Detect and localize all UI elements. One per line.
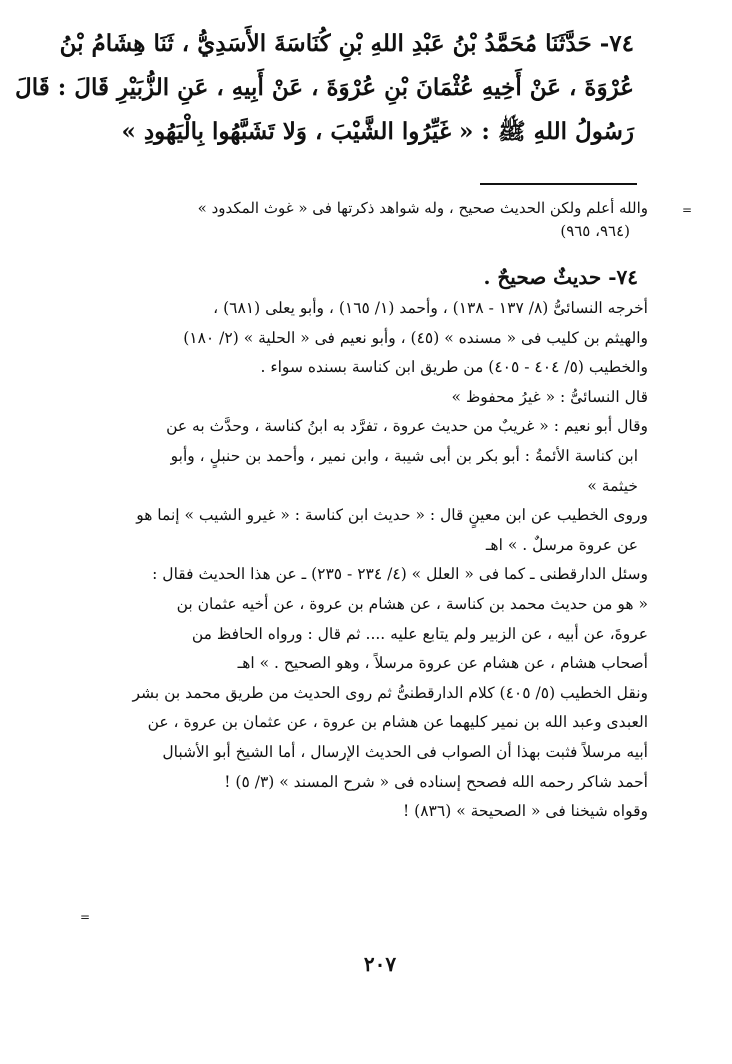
- margin-mark: =: [682, 203, 693, 217]
- continued-notes: [100, 197, 648, 243]
- body-line: أخرجه النسائىُّ (٨/ ١٣٧ - ١٣٨) ، وأحمد (١/ ١٦٥) ، وأبو يعلى (٦٨١) ،: [213, 299, 648, 317]
- body-line: خيثمة »: [587, 476, 638, 495]
- hadith-line: عُرْوَةَ ، عَنْ أَخِيهِ عُثْمَانَ بْنِ عُرْوَةَ ، عَنْ أَبِيهِ ، عَنِ الزُّبَيْرِ قَالَ : قَالَ: [15, 74, 634, 101]
- section-heading: ٧٤- حديثٌ صحيحٌ .: [483, 265, 638, 289]
- body-line: أصحاب هشام ، عن هشام عن عروة مرسلاً ، وهو الصحيح . » اهـ: [237, 654, 648, 673]
- body-line: العبدى وعبد الله بن نمير كليهما عن هشام بن عروة ، عن عثمان بن عروة ، عن: [147, 713, 648, 732]
- margin-mark: =: [80, 910, 91, 924]
- body-line: « هو من حديث محمد بن كناسة ، عن هشام بن عروة ، عن أخيه عثمان بن: [176, 594, 648, 613]
- body-line: والهيثم بن كليب فى « مسنده » (٤٥) ، وأبو نعيم فى « الحلية » (٢/ ١٨٠): [183, 328, 648, 347]
- body-line: والخطيب (٥/ ٤٠٤ - ٤٠٥) من طريق ابن كناسة بسنده سواء .: [260, 358, 648, 377]
- note-line: والله أعلم ولكن الحديث صحيح ، وله شواهد ذكرتها فى « غوث المكدود »: [197, 199, 648, 217]
- body-line: ابن كناسة الأئمةُ : أبو بكر بن أبى شيبة ، وابن نمير ، وأحمد بن حنبلٍ ، وأبو: [170, 446, 638, 465]
- page-number: ٢٠٧: [363, 952, 397, 976]
- footnote-divider: [480, 183, 637, 185]
- body-line: وقال أبو نعيم : « غريبٌ من حديث عروة ، تفرَّد به ابنُ كناسة ، وحدَّث به عن: [166, 417, 648, 436]
- body-line: أبيه مرسلاً فثبت بهذا أن الصواب فى الحديث الإرسال ، أما الشيخ أبو الأشبال: [162, 742, 648, 761]
- body-line: وروى الخطيب عن ابن معينٍ قال : « حديث ابن كناسة : « غيرو الشيب » إنما هو: [136, 506, 648, 525]
- body-line: قال النسائىُّ : « غيرُ محفوظ »: [451, 387, 648, 406]
- note-line: (٩٦٤، ٩٦٥): [560, 222, 630, 240]
- body-line: ونقل الخطيب (٥/ ٤٠٥) كلام الدارقطنىُّ ثم روى الحديث من طريق محمد بن بشر: [132, 683, 648, 702]
- body-line: عروةَ، عن أبيه ، عن الزبير ولم يتابع عليه .... ثم قال : ورواه الحافظ من: [191, 624, 648, 643]
- body-line: وسئل الدارقطنى ـ كما فى « العلل » (٤/ ٢٣٤ - ٢٣٥) ـ عن هذا الحديث فقال :: [152, 565, 648, 584]
- commentary-body: [100, 294, 648, 827]
- hadith-line: ٧٤- حَدَّثَنَا مُحَمَّدُ بْنُ عَبْدِ اللهِ بْنِ كُنَاسَةَ الأَسَدِيُّ ، ثَنَا هِشَامُ بْنُ: [59, 30, 634, 57]
- body-line: أحمد شاكر رحمه الله فصحح إسناده فى « شرح المسند » (٣/ ٥) !: [224, 772, 648, 791]
- hadith-line: رَسُولُ اللهِ ﷺ : « غَيِّرُوا الشَّيْبَ ، وَلا تَشَبَّهُوا بِالْيَهُودِ »: [121, 118, 634, 145]
- body-line: وقواه شيخنا فى « الصحيحة » (٨٣٦) !: [403, 802, 648, 821]
- hadith-text: [15, 22, 634, 154]
- body-line: عن عروة مرسلٌ . » اهـ: [485, 535, 638, 554]
